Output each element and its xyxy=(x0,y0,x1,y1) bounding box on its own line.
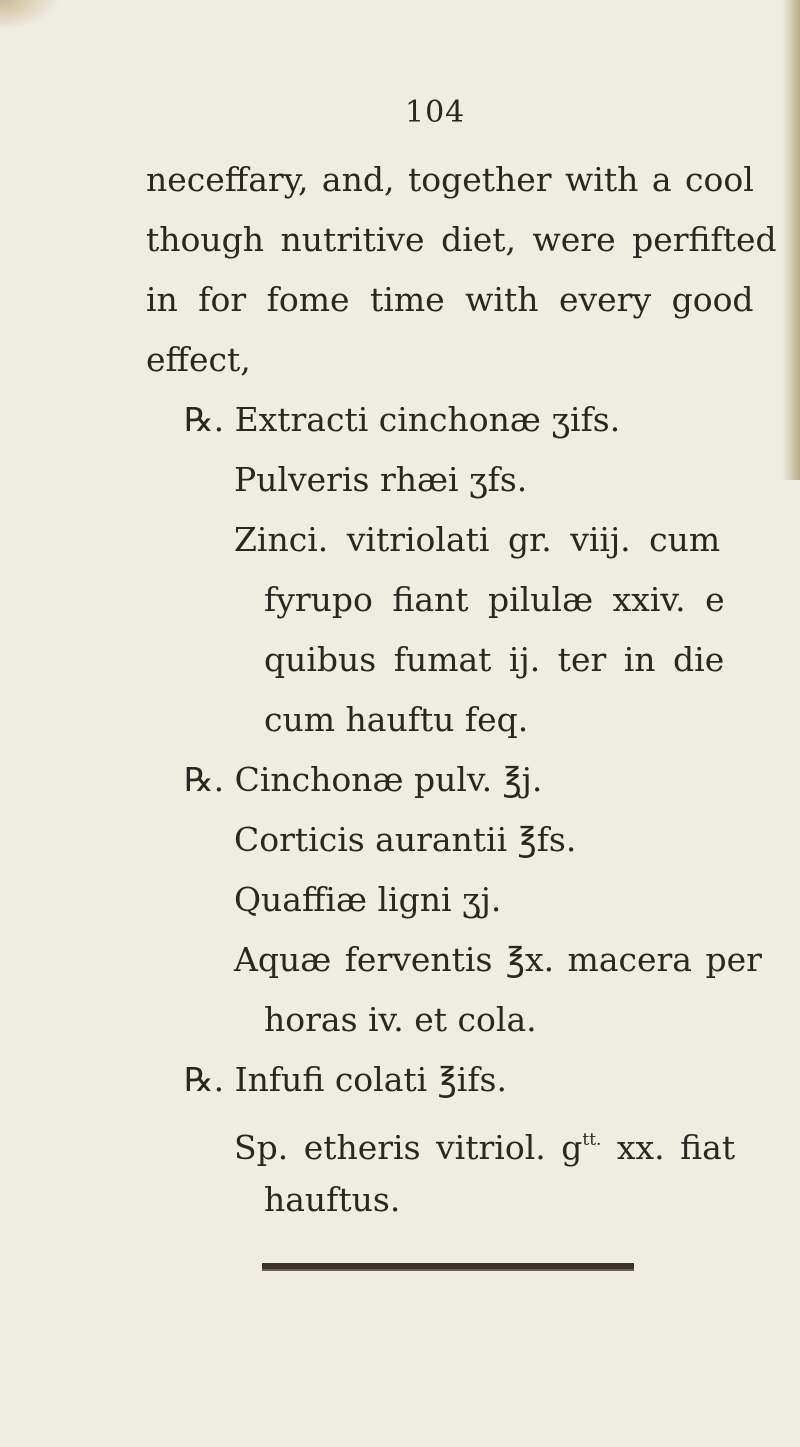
text-line-4: effect, xyxy=(146,340,251,379)
paper-stain xyxy=(0,0,60,30)
recipe-1-line-4: fyrupo fiant pilulæ xxiv. e xyxy=(264,580,725,619)
text-line-2: though nutritive diet, were perfifted xyxy=(146,220,777,259)
recipe-3-line-2-text: Sp. etheris vitriol. g xyxy=(234,1128,583,1167)
text-line-3: in for fome time with every good xyxy=(146,280,754,319)
page-edge xyxy=(782,0,800,480)
page-number: 104 xyxy=(405,95,466,130)
recipe-2-line-3: Quaffiæ ligni ʒj. xyxy=(234,880,502,919)
recipe-1-line-6: cum hauftu feq. xyxy=(264,700,529,739)
recipe-3-line-1: ℞. Infufi colati ℥ifs. xyxy=(184,1060,507,1099)
recipe-2-line-5: horas iv. et cola. xyxy=(264,1000,537,1039)
recipe-3-line-3: hauftus. xyxy=(264,1180,401,1219)
ornamental-rule xyxy=(262,1263,634,1271)
recipe-3-superscript: tt. xyxy=(582,1130,602,1150)
recipe-2-line-1: ℞. Cinchonæ pulv. ℥j. xyxy=(184,760,543,799)
recipe-2-line-4: Aquæ ferventis ℥x. macera per xyxy=(234,940,762,979)
recipe-1-line-2: Pulveris rhæi ʒfs. xyxy=(234,460,528,499)
text-line-1: neceffary, and, together with a cool xyxy=(146,160,754,199)
recipe-3-line-2 xyxy=(234,1120,735,1168)
recipe-3-line-2-tail: xx. fiat xyxy=(601,1128,736,1167)
recipe-1-line-3: Zinci. vitriolati gr. viij. cum xyxy=(234,520,721,559)
recipe-1-line-1: ℞. Extracti cinchonæ ʒifs. xyxy=(184,400,621,439)
recipe-2-line-2: Corticis aurantii ℥fs. xyxy=(234,820,577,859)
recipe-1-line-5: quibus fumat ij. ter in die xyxy=(264,640,725,679)
